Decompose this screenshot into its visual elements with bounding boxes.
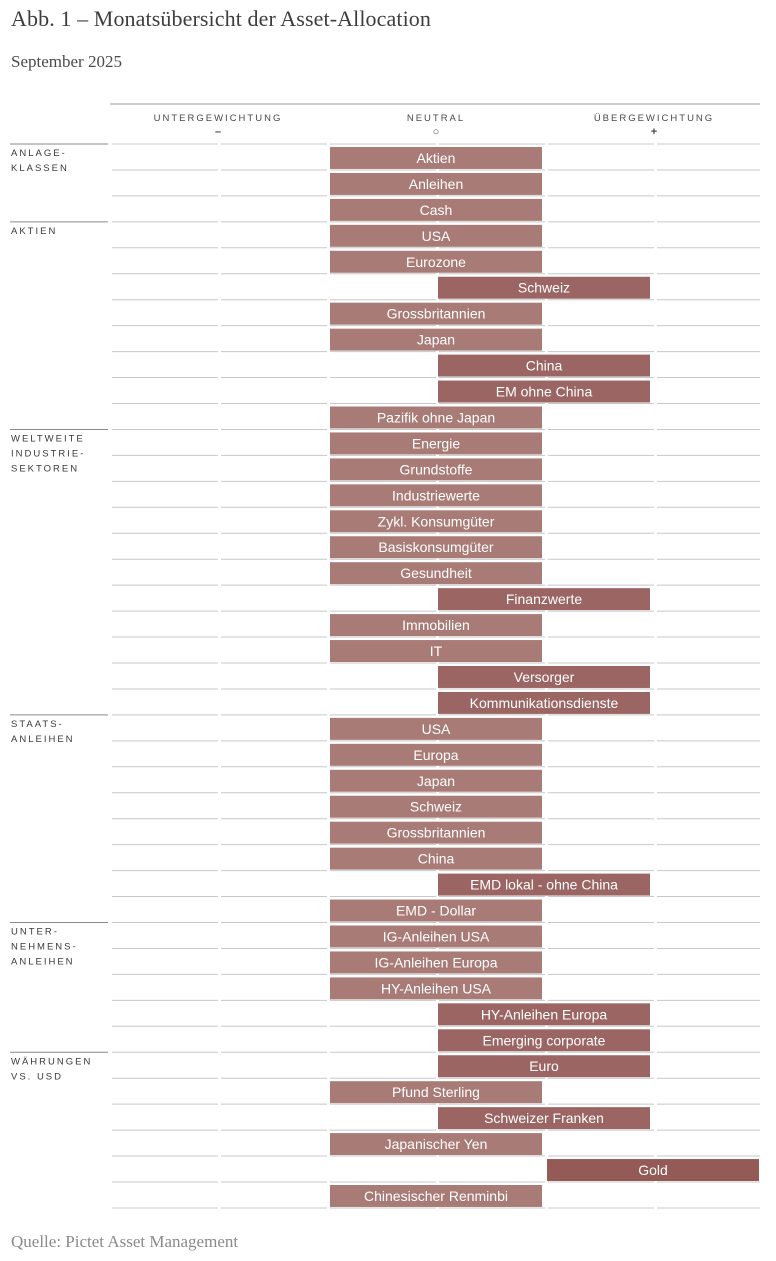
column-header-3: ÜBERGEWICHTUNG — [593, 113, 715, 124]
bar-label: Kommunikationsdienste — [469, 694, 619, 711]
bar-label: Basiskonsumgüter — [378, 539, 494, 556]
source-note: Quelle: Pictet Asset Management — [11, 1232, 239, 1251]
bar-label: IG-Anleihen Europa — [374, 954, 498, 971]
bar-label: Schweiz — [517, 279, 571, 296]
bar-label: Japan — [416, 772, 456, 789]
bar-label: Finanzwerte — [505, 591, 583, 608]
bar-label: Energie — [411, 435, 461, 452]
column-symbol-3: + — [650, 126, 658, 138]
bar-label: Japan — [416, 331, 456, 348]
bar-label: Grossbritannien — [386, 305, 486, 322]
section-label: WÄHRUNGEN — [11, 1056, 93, 1068]
bar-label: USA — [421, 720, 451, 737]
bar-label: Industriewerte — [392, 487, 480, 504]
bar-label: Anleihen — [408, 175, 464, 192]
bar-label: Europa — [413, 746, 459, 763]
bar-label: Versorger — [513, 668, 575, 685]
bar-label: China — [525, 357, 563, 374]
bar-label: Cash — [419, 201, 453, 218]
bar-label: Aktien — [416, 149, 456, 166]
bar-label: Euro — [529, 1058, 559, 1075]
section-label: NEHMENS- — [11, 941, 78, 953]
column-header-1: UNTERGEWICHTUNG — [153, 113, 283, 124]
column-symbol-1: – — [214, 126, 222, 138]
section-label: ANLEIHEN — [11, 956, 75, 968]
bar-label: IG-Anleihen USA — [382, 928, 490, 945]
bar-label: Grundstoffe — [399, 461, 473, 478]
column-header-2: NEUTRAL — [406, 113, 466, 124]
bar-label: Japanischer Yen — [384, 1136, 488, 1153]
bar-label: Chinesischer Renminbi — [364, 1187, 508, 1204]
section-label: AKTIEN — [11, 225, 58, 237]
bar-label: Immobilien — [402, 617, 470, 634]
bar-label: IT — [429, 643, 443, 660]
section-label: ANLEIHEN — [11, 733, 75, 745]
bar-label: Gesundheit — [400, 565, 472, 582]
bar-label: HY-Anleihen Europa — [480, 1006, 608, 1023]
section-label: ANLAGE- — [11, 148, 67, 159]
chart-subtitle: September 2025 — [11, 52, 122, 71]
section-label: KLASSEN — [11, 163, 69, 174]
section-label: VS. USD — [11, 1071, 64, 1083]
bar-label: EM ohne China — [495, 383, 593, 400]
section-label: SEKTOREN — [11, 463, 80, 475]
bar-label: Schweizer Franken — [484, 1110, 604, 1127]
bar-label: Pfund Sterling — [392, 1084, 480, 1101]
section-label: STAATS- — [11, 718, 64, 730]
bar-label: USA — [421, 227, 451, 244]
bar-label: EMD - Dollar — [395, 902, 477, 919]
bar-label: HY-Anleihen USA — [381, 980, 491, 997]
bar-label: China — [417, 850, 455, 867]
bar-label: Emerging corporate — [482, 1032, 606, 1049]
chart-title: Abb. 1 – Monatsübersicht der Asset-Allocation — [11, 6, 431, 31]
bar-label: EMD lokal - ohne China — [470, 876, 618, 893]
bar-label: Gold — [638, 1162, 668, 1179]
section-label: INDUSTRIE- — [11, 448, 86, 460]
bar-label: Grossbritannien — [386, 824, 486, 841]
bar-label: Pazifik ohne Japan — [376, 409, 496, 426]
section-label: WELTWEITE — [11, 433, 85, 445]
column-symbol-2: ○ — [432, 126, 440, 138]
bar-label: Zykl. Konsumgüter — [377, 513, 495, 530]
bar-label: Eurozone — [406, 253, 466, 270]
section-label: UNTER- — [11, 926, 59, 938]
bar-label: Schweiz — [409, 798, 463, 815]
